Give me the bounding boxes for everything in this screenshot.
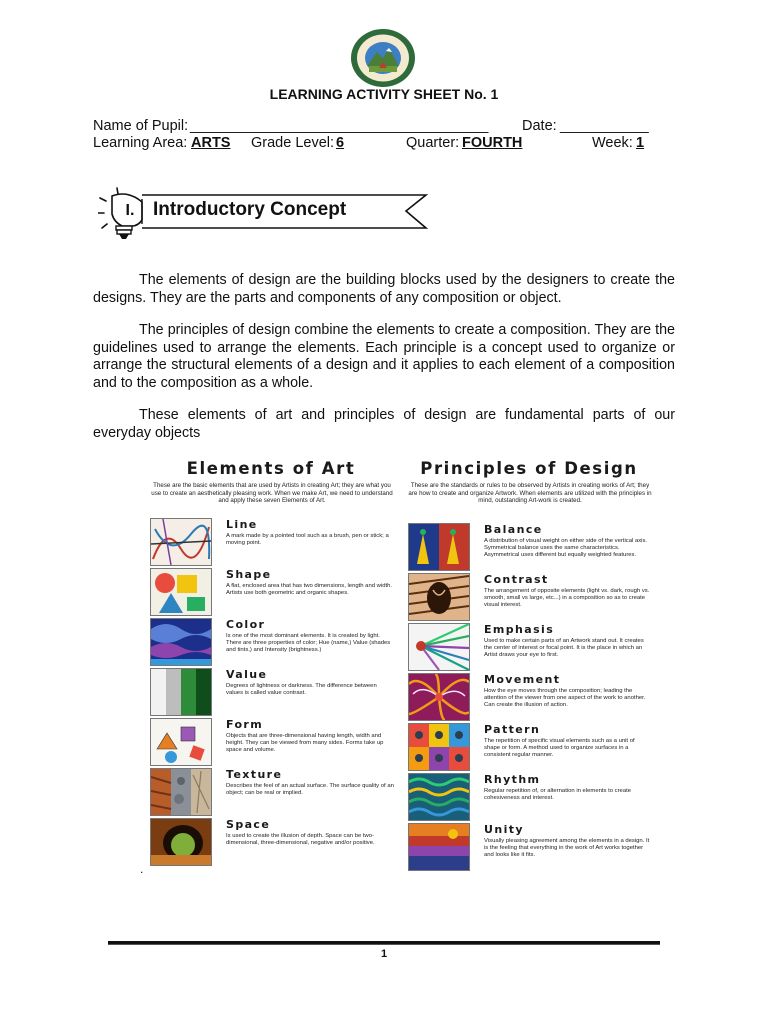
principle-description: Visually pleasing agreement among the elements in a design. It is the feeling that everything in the work of Art works together and looks like it fits. bbox=[484, 838, 650, 858]
element-name: Texture bbox=[226, 768, 283, 781]
unity-art-thumbnail bbox=[408, 823, 470, 871]
pattern-art-thumbnail bbox=[408, 723, 470, 771]
principles-heading: Principles of Design bbox=[420, 459, 638, 478]
pupil-row bbox=[93, 118, 673, 136]
activity-sheet-title: LEARNING ACTIVITY SHEET No. 1 bbox=[269, 86, 499, 102]
grade-value: 6 bbox=[336, 135, 345, 151]
principle-name: Rhythm bbox=[484, 773, 541, 786]
color-art-thumbnail bbox=[150, 618, 212, 666]
principle-description: How the eye moves through the composition; leading the attention of the viewer from one aspect of the work to another. Can create the illusion of action. bbox=[484, 688, 646, 708]
footer-rule bbox=[108, 941, 660, 944]
element-description: Describes the feel of an actual surface. The surface quality of an object; can be real or implied. bbox=[226, 783, 394, 796]
principle-name: Movement bbox=[484, 673, 561, 686]
form-art-thumbnail bbox=[150, 718, 212, 766]
name-field-line[interactable]: _____________________________________ bbox=[190, 118, 489, 134]
element-form bbox=[146, 718, 396, 766]
balance-art-thumbnail bbox=[408, 523, 470, 571]
element-description: Degrees of lightness or darkness. The difference between values is called value contrast. bbox=[226, 683, 377, 696]
emphasis-art-thumbnail bbox=[408, 623, 470, 671]
principle-unity bbox=[404, 823, 654, 871]
element-name: Line bbox=[226, 518, 258, 531]
page-number: 1 bbox=[380, 948, 388, 960]
element-description: A flat, enclosed area that has two dimensions, length and width. Artists use both geometric and organic shapes. bbox=[226, 583, 393, 596]
element-color bbox=[146, 618, 396, 666]
element-description: Is one of the most dominant elements. It is created by light. There are three properties of color; Hue (name,) Value (shades and tints,) and Intensity (brightness.) bbox=[226, 633, 391, 653]
stray-dot: . bbox=[140, 862, 144, 876]
paragraph-text: The principles of design combine the elements to create a composition. They are the guidelines used to arrange the elements. Each principle is a concept used to organize or arrange the structural elements of a design and it applies to each element of a composition and to the composition as a whole. bbox=[93, 322, 675, 391]
element-value bbox=[146, 668, 396, 716]
elements-principles-infographic bbox=[146, 455, 656, 875]
principle-description: The arrangement of opposite elements (light vs. dark, rough vs. smooth, small vs large, etc...) in a composition so as to create visual interest. bbox=[484, 588, 650, 608]
element-name: Value bbox=[226, 668, 268, 681]
date-field-line[interactable]: ___________ bbox=[560, 118, 649, 134]
principle-name: Pattern bbox=[484, 723, 541, 736]
elements-intro: These are the basic elements that are used by Artists in creating Art; they are what you use to create an aesthetically pleasing work. When we make Art, we need to understand and apply these seven Elements of Art. bbox=[151, 482, 393, 505]
element-name: Form bbox=[226, 718, 264, 731]
paragraph-elements bbox=[93, 272, 675, 307]
quarter-label: Quarter: bbox=[406, 135, 460, 151]
principle-balance bbox=[404, 523, 654, 571]
week-value: 1 bbox=[636, 135, 645, 151]
elements-of-art-column bbox=[146, 455, 396, 875]
element-texture bbox=[146, 768, 396, 816]
principle-contrast bbox=[404, 573, 654, 621]
element-name: Space bbox=[226, 818, 271, 831]
principles-of-design-column bbox=[404, 455, 654, 875]
grade-label: Grade Level: bbox=[251, 135, 335, 151]
principle-emphasis bbox=[404, 623, 654, 671]
element-line bbox=[146, 518, 396, 566]
element-name: Color bbox=[226, 618, 266, 631]
element-name: Shape bbox=[226, 568, 272, 581]
paragraph-principles bbox=[93, 322, 675, 392]
principle-description: A distribution of visual weight on either side of the vertical axis. Symmetrical balance uses the same characteristics. Asymmetrical uses different but equally weighted features. bbox=[484, 538, 648, 558]
deped-seal-logo bbox=[349, 28, 417, 88]
line-art-thumbnail bbox=[150, 518, 212, 566]
paragraph-text: These elements of art and principles of design are fundamental parts of our everyday objects bbox=[93, 407, 675, 441]
movement-art-thumbnail bbox=[408, 673, 470, 721]
section-title: Introductory Concept bbox=[153, 199, 347, 220]
elements-heading: Elements of Art bbox=[186, 459, 356, 478]
area-label: Learning Area: bbox=[93, 135, 188, 151]
principle-description: Used to make certain parts of an Artwork stand out. It creates the center of interest or focal point. It is the place in which an Artist draws your eye to first. bbox=[484, 638, 644, 658]
element-description: Objects that are three-dimensional having length, width and height. They can be viewed from many sides. Forms take up space and volume. bbox=[226, 733, 384, 753]
rhythm-art-thumbnail bbox=[408, 773, 470, 821]
area-value: ARTS bbox=[191, 135, 231, 151]
principle-name: Unity bbox=[484, 823, 524, 836]
principles-intro: These are the standards or rules to be observed by Artists in creating works of Art; they are how to create and organize Artwork. When elements are utilized with the principles in mind, outstanding Art-work is created. bbox=[408, 482, 652, 505]
paragraph-text: The elements of design are the building blocks used by the designers to create the designs. They are the parts and components of any composition or object. bbox=[93, 272, 675, 306]
principle-rhythm bbox=[404, 773, 654, 821]
principle-name: Contrast bbox=[484, 573, 549, 586]
contrast-art-thumbnail bbox=[408, 573, 470, 621]
date-label: Date: bbox=[522, 118, 557, 134]
element-description: A mark made by a pointed tool such as a brush, pen or stick; a moving point. bbox=[226, 533, 389, 546]
principle-description: Regular repetition of, or alternation in elements to create cohesiveness and interest. bbox=[484, 788, 632, 801]
paragraph-everyday bbox=[93, 407, 675, 442]
value-art-thumbnail bbox=[150, 668, 212, 716]
space-art-thumbnail bbox=[150, 818, 212, 866]
shape-art-thumbnail bbox=[150, 568, 212, 616]
principle-movement bbox=[404, 673, 654, 721]
texture-art-thumbnail bbox=[150, 768, 212, 816]
principle-description: The repetition of specific visual elements such as a unit of shape or form. A method used to organize surfaces in a consistent regular manner. bbox=[484, 738, 635, 758]
principle-name: Balance bbox=[484, 523, 543, 536]
quarter-value: FOURTH bbox=[462, 135, 523, 151]
principle-pattern bbox=[404, 723, 654, 771]
learning-area-row bbox=[93, 135, 673, 153]
element-description: Is used to create the illusion of depth. Space can be two-dimensional, three-dimensional, negative and/or positive. bbox=[226, 833, 375, 846]
principle-name: Emphasis bbox=[484, 623, 555, 636]
section-number: I. bbox=[125, 202, 135, 219]
element-shape bbox=[146, 568, 396, 616]
name-label: Name of Pupil: bbox=[93, 118, 189, 134]
element-space bbox=[146, 818, 396, 866]
week-label: Week: bbox=[592, 135, 633, 151]
